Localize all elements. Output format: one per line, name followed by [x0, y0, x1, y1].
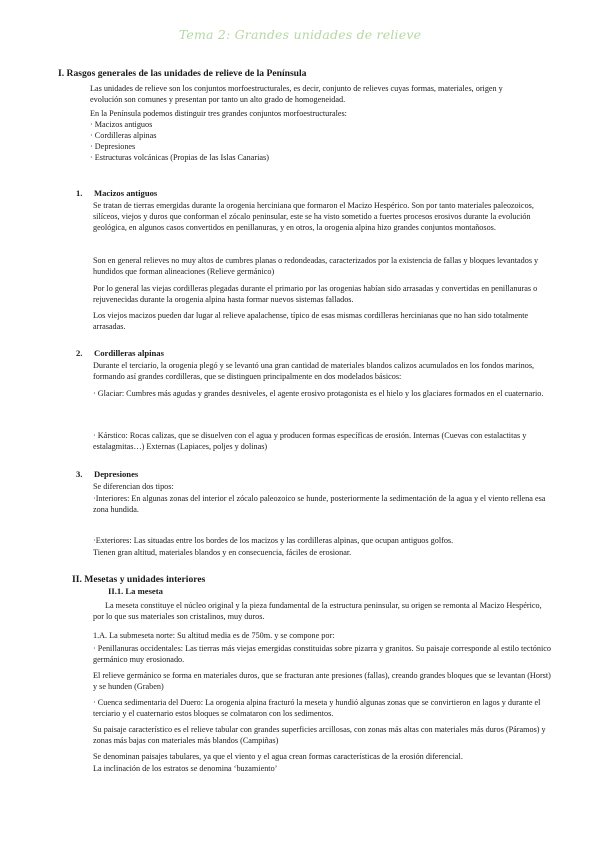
subsection-number: 1. — [76, 188, 83, 198]
subsection-title: Cordilleras alpinas — [94, 348, 164, 358]
meseta-paragraph-3: · Penillanuras occidentales: Las tierras más viejas emergidas constituidas sobre pizarra y granitos. Su paisaje corresponde al estilo tectónico germánico muy erosionado. — [93, 644, 551, 664]
section-1-intro: Las unidades de relieve son los conjuntos morfoestructurales, es decir, conjunto de relieves cuyas formas, materiales, origen y evolución son comunes y presentan por tanto un alto grado de homogeneidad. — [90, 84, 503, 104]
macizos-paragraph-2: Son en general relieves no muy altos de cumbres planas o redondeadas, caracterizados por la existencia de fallas y bloques levantados y hundidos que forman alineaciones (Relieve germánico) — [93, 256, 539, 276]
section-1-intro2: En la Península podemos distinguir tres grandes conjuntos morfoestructurales: — [90, 109, 347, 118]
list-item: · Cordilleras alpinas — [90, 131, 157, 140]
meseta-paragraph-4: El relieve germánico se forma en materiales duros, que se fracturan ante presiones (fallas), creando grandes bloques que se levantan (Horst) y se hunden (Graben) — [93, 671, 551, 691]
meseta-paragraph-1: La meseta constituye el núcleo original y la pieza fundamental de la estructura peninsular, su origen se remonta al Macizo Hespérico, por lo que sus materiales son cristalinos, muy duros. — [93, 601, 542, 621]
meseta-paragraph-6: Su paisaje característico es el relieve tabular con grandes superficies arcillosas, con zonas más altas con materiales más duros (Páramos) y zonas más bajas con materiales más blandos (Campiñas) — [93, 725, 546, 745]
subsection-number: 3. — [76, 469, 83, 479]
meseta-paragraph-8: La inclinación de los estratos se denomina ‘buzamiento’ — [93, 764, 278, 773]
subsection-3-heading — [76, 469, 138, 480]
list-item: · Depresiones — [90, 142, 136, 151]
macizos-paragraph-3: Por lo general las viejas cordilleras plegadas durante el primario por las orogenias habían sido arrasadas y convertidas en penillanuras o rejuvenecidas durante la orogenia alpina hasta formar nuevos sistemas fallados. — [93, 284, 538, 304]
section-1-heading: I. Rasgos generales de las unidades de relieve de la Península — [58, 68, 307, 79]
structures-list — [90, 119, 530, 163]
depresiones-exteriores: ·Exteriores: Las situadas entre los bordes de los macizos y las cordilleras alpinas, que ocupan antiguos golfos. — [93, 536, 454, 545]
cordilleras-paragraph-1: Durante el terciario, la orogenia plegó y se levantó una gran cantidad de materiales blandos calizos acumulados en los fondos marinos, formando así grandes cordilleras, que se distinguen principalmente en dos modelados básicos: — [93, 361, 535, 381]
subsection-number: 2. — [76, 348, 83, 358]
meseta-paragraph-7: Se denominan paisajes tabulares, ya que el viento y el agua crean formas características de la erosión diferencial. — [93, 752, 463, 761]
depresiones-paragraph-1: Se diferencian dos tipos: — [93, 482, 174, 491]
subsection-1-heading — [76, 188, 157, 199]
depresiones-interiores: ·Interiores: En algunas zonas del interior el zócalo paleozoico se hunde, posteriormente la sedimentación de la agua y el viento rellena esa zona hundida. — [93, 494, 546, 514]
subsection-title: Macizos antiguos — [94, 188, 158, 198]
section-2-subheading: II.1. La meseta — [108, 586, 163, 596]
list-item: · Estructuras volcánicas (Propias de las Islas Canarias) — [90, 153, 269, 162]
meseta-paragraph-2: 1.A. La submeseta norte: Su altitud media es de 750m. y se compone por: — [93, 631, 335, 640]
meseta-paragraph-5: · Cuenca sedimentaria del Duero: La orogenia alpina fracturó la meseta y hundió algunas zonas que se convirtieron en lagos y durante el terciario y el cuaternario estos bloques se colmataron con los sedimentos. — [93, 698, 541, 718]
subsection-title: Depresiones — [94, 469, 139, 479]
cordilleras-karstico: · Kárstico: Rocas calizas, que se disuelven con el agua y producen formas específicas de erosión. Internas (Cuevas con estalactitas y estalagmitas…) Externas (Lapiaces, poljes y dolinas) — [93, 431, 527, 451]
list-item: · Macizos antiguos — [90, 120, 153, 129]
subsection-2-heading — [76, 348, 164, 359]
macizos-paragraph-1: Se tratan de tierras emergidas durante la orogenia herciniana que formaron el Macizo Hespérico. Son por tanto materiales paleozoicos, silíceos, viejos y duros que conforman el zócalo peninsular, este se ha visto sometido a fuertes procesos erosivos durante la evolución geológica, en algunos casos convertidos en penillanuras, y en otros, la orogenia alpina hizo grandes conjuntos montañosos. — [93, 201, 534, 232]
macizos-paragraph-4: Los viejos macizos pueden dar lugar al relieve apalachense, típico de esas mismas cordilleras hercinianas que no han sido totalmente arrasadas. — [93, 311, 529, 331]
section-2-heading: II. Mesetas y unidades interiores — [72, 574, 206, 585]
cordilleras-glaciar: · Glaciar: Cumbres más agudas y grandes desniveles, el agente erosivo protagonista es el hielo y los glaciares formados en el cuaternario. — [93, 389, 544, 398]
page-title: Tema 2: Grandes unidades de relieve — [178, 27, 422, 42]
depresiones-paragraph-4: Tienen gran altitud, materiales blandos y en consecuencia, fáciles de erosionar. — [93, 548, 352, 557]
